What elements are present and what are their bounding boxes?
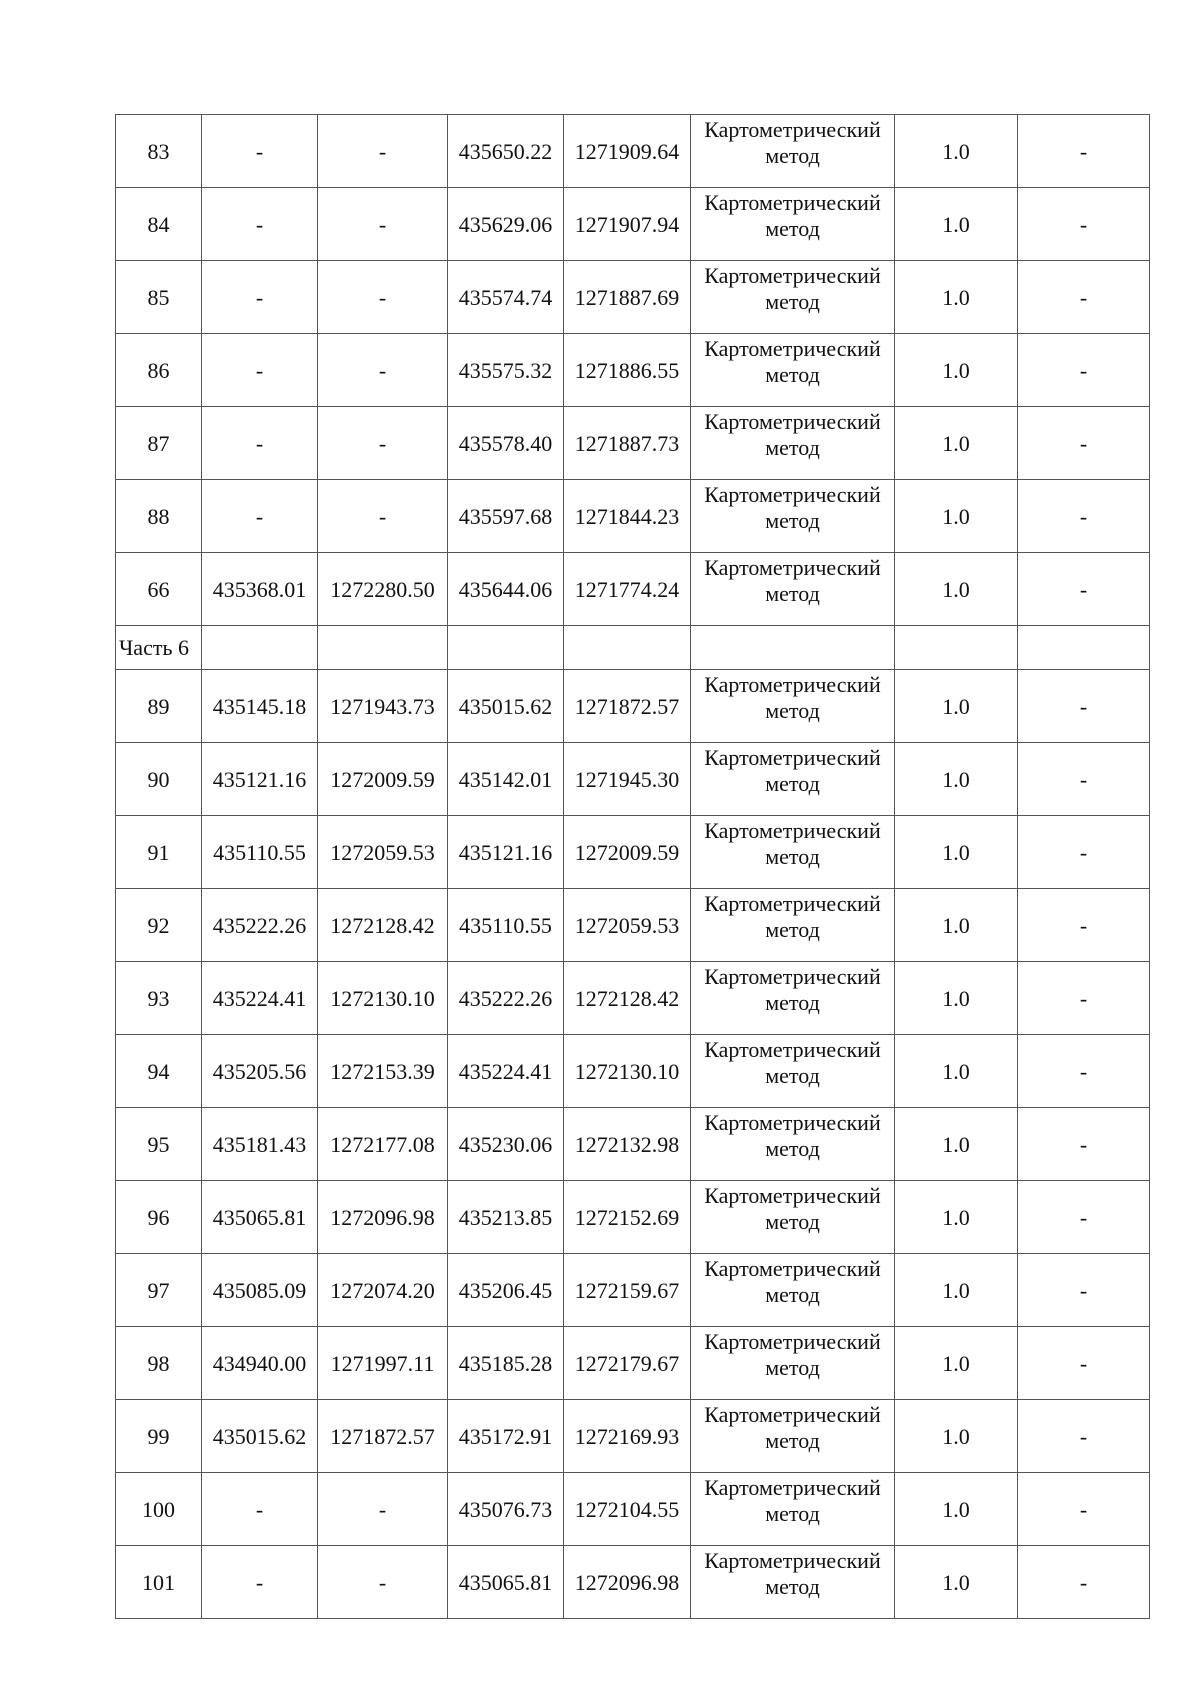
accuracy-cell: 1.0 (895, 1473, 1018, 1546)
method-cell: Картометрический метод (691, 334, 895, 407)
x-old-cell: 435110.55 (202, 816, 318, 889)
x-old-cell: - (202, 188, 318, 261)
method-cell: Картометрический метод (691, 1254, 895, 1327)
x-new-cell: 435629.06 (448, 188, 564, 261)
x-old-cell: 435065.81 (202, 1181, 318, 1254)
x-new-cell: 435224.41 (448, 1035, 564, 1108)
table-row (116, 962, 1150, 1035)
point-number-cell: 86 (116, 334, 202, 407)
table-row (116, 1035, 1150, 1108)
x-old-cell: - (202, 1473, 318, 1546)
method-cell: Картометрический метод (691, 480, 895, 553)
point-number-cell: 100 (116, 1473, 202, 1546)
note-cell: - (1018, 670, 1150, 743)
y-new-cell: 1271844.23 (564, 480, 691, 553)
note-cell: - (1018, 261, 1150, 334)
table-row (116, 188, 1150, 261)
table-row (116, 261, 1150, 334)
x-new-cell: 435110.55 (448, 889, 564, 962)
note-cell: - (1018, 816, 1150, 889)
x-old-cell: 435121.16 (202, 743, 318, 816)
empty-cell (202, 626, 318, 670)
method-cell: Картометрический метод (691, 188, 895, 261)
y-old-cell: 1272280.50 (318, 553, 448, 626)
x-new-cell: 435644.06 (448, 553, 564, 626)
accuracy-cell: 1.0 (895, 1546, 1018, 1619)
y-old-cell: - (318, 480, 448, 553)
y-new-cell: 1271774.24 (564, 553, 691, 626)
x-new-cell: 435015.62 (448, 670, 564, 743)
x-new-cell: 435597.68 (448, 480, 564, 553)
empty-cell (564, 626, 691, 670)
x-old-cell: - (202, 261, 318, 334)
y-old-cell: - (318, 261, 448, 334)
point-number-cell: 90 (116, 743, 202, 816)
note-cell: - (1018, 743, 1150, 816)
accuracy-cell: 1.0 (895, 1400, 1018, 1473)
table-row (116, 670, 1150, 743)
accuracy-cell: 1.0 (895, 261, 1018, 334)
y-old-cell: 1272074.20 (318, 1254, 448, 1327)
accuracy-cell: 1.0 (895, 334, 1018, 407)
section-label: Часть 6 (116, 626, 202, 670)
note-cell: - (1018, 115, 1150, 188)
y-old-cell: 1272153.39 (318, 1035, 448, 1108)
y-new-cell: 1272152.69 (564, 1181, 691, 1254)
accuracy-cell: 1.0 (895, 889, 1018, 962)
y-new-cell: 1271909.64 (564, 115, 691, 188)
y-new-cell: 1272009.59 (564, 816, 691, 889)
note-cell: - (1018, 1108, 1150, 1181)
point-number-cell: 98 (116, 1327, 202, 1400)
table-row (116, 1181, 1150, 1254)
y-old-cell: 1272130.10 (318, 962, 448, 1035)
method-cell: Картометрический метод (691, 1546, 895, 1619)
point-number-cell: 87 (116, 407, 202, 480)
method-cell: Картометрический метод (691, 553, 895, 626)
point-number-cell: 97 (116, 1254, 202, 1327)
accuracy-cell: 1.0 (895, 1035, 1018, 1108)
accuracy-cell: 1.0 (895, 1108, 1018, 1181)
accuracy-cell: 1.0 (895, 670, 1018, 743)
table-row (116, 816, 1150, 889)
note-cell: - (1018, 1473, 1150, 1546)
accuracy-cell: 1.0 (895, 1181, 1018, 1254)
x-old-cell: 435181.43 (202, 1108, 318, 1181)
x-new-cell: 435121.16 (448, 816, 564, 889)
point-number-cell: 94 (116, 1035, 202, 1108)
point-number-cell: 84 (116, 188, 202, 261)
y-old-cell: 1272059.53 (318, 816, 448, 889)
note-cell: - (1018, 962, 1150, 1035)
method-cell: Картометрический метод (691, 816, 895, 889)
accuracy-cell: 1.0 (895, 1254, 1018, 1327)
method-cell: Картометрический метод (691, 670, 895, 743)
coordinates-table (115, 114, 1150, 1619)
method-cell: Картометрический метод (691, 1181, 895, 1254)
y-old-cell: - (318, 115, 448, 188)
table-row (116, 115, 1150, 188)
y-new-cell: 1272059.53 (564, 889, 691, 962)
x-old-cell: - (202, 1546, 318, 1619)
y-new-cell: 1271945.30 (564, 743, 691, 816)
y-old-cell: - (318, 1473, 448, 1546)
accuracy-cell: 1.0 (895, 115, 1018, 188)
note-cell: - (1018, 480, 1150, 553)
note-cell: - (1018, 407, 1150, 480)
method-cell: Картометрический метод (691, 743, 895, 816)
section-header-row (116, 626, 1150, 670)
y-new-cell: 1271886.55 (564, 334, 691, 407)
point-number-cell: 96 (116, 1181, 202, 1254)
x-new-cell: 435650.22 (448, 115, 564, 188)
empty-cell (691, 626, 895, 670)
note-cell: - (1018, 553, 1150, 626)
y-old-cell: 1272128.42 (318, 889, 448, 962)
x-old-cell: 435222.26 (202, 889, 318, 962)
y-new-cell: 1271872.57 (564, 670, 691, 743)
accuracy-cell: 1.0 (895, 816, 1018, 889)
point-number-cell: 101 (116, 1546, 202, 1619)
point-number-cell: 89 (116, 670, 202, 743)
table-row (116, 1108, 1150, 1181)
y-new-cell: 1271907.94 (564, 188, 691, 261)
y-old-cell: - (318, 188, 448, 261)
x-old-cell: - (202, 115, 318, 188)
note-cell: - (1018, 889, 1150, 962)
y-new-cell: 1272130.10 (564, 1035, 691, 1108)
note-cell: - (1018, 1254, 1150, 1327)
x-new-cell: 435578.40 (448, 407, 564, 480)
table-row (116, 1546, 1150, 1619)
x-old-cell: 434940.00 (202, 1327, 318, 1400)
x-new-cell: 435076.73 (448, 1473, 564, 1546)
note-cell: - (1018, 1327, 1150, 1400)
note-cell: - (1018, 1181, 1150, 1254)
y-new-cell: 1271887.69 (564, 261, 691, 334)
method-cell: Картометрический метод (691, 1400, 895, 1473)
y-new-cell: 1272104.55 (564, 1473, 691, 1546)
y-new-cell: 1272132.98 (564, 1108, 691, 1181)
table-row (116, 407, 1150, 480)
x-old-cell: 435368.01 (202, 553, 318, 626)
note-cell: - (1018, 1400, 1150, 1473)
table-row (116, 889, 1150, 962)
x-new-cell: 435213.85 (448, 1181, 564, 1254)
method-cell: Картометрический метод (691, 261, 895, 334)
method-cell: Картометрический метод (691, 1035, 895, 1108)
note-cell: - (1018, 1035, 1150, 1108)
empty-cell (1018, 626, 1150, 670)
method-cell: Картометрический метод (691, 962, 895, 1035)
note-cell: - (1018, 188, 1150, 261)
method-cell: Картометрический метод (691, 889, 895, 962)
y-old-cell: 1272009.59 (318, 743, 448, 816)
table-row (116, 1327, 1150, 1400)
y-new-cell: 1272096.98 (564, 1546, 691, 1619)
x-old-cell: 435015.62 (202, 1400, 318, 1473)
x-new-cell: 435172.91 (448, 1400, 564, 1473)
table-row (116, 553, 1150, 626)
table-row (116, 1400, 1150, 1473)
x-old-cell: - (202, 334, 318, 407)
x-old-cell: 435085.09 (202, 1254, 318, 1327)
point-number-cell: 91 (116, 816, 202, 889)
note-cell: - (1018, 1546, 1150, 1619)
accuracy-cell: 1.0 (895, 962, 1018, 1035)
y-old-cell: 1272096.98 (318, 1181, 448, 1254)
accuracy-cell: 1.0 (895, 743, 1018, 816)
table-row (116, 743, 1150, 816)
x-new-cell: 435230.06 (448, 1108, 564, 1181)
x-new-cell: 435574.74 (448, 261, 564, 334)
point-number-cell: 95 (116, 1108, 202, 1181)
x-new-cell: 435222.26 (448, 962, 564, 1035)
point-number-cell: 92 (116, 889, 202, 962)
x-new-cell: 435142.01 (448, 743, 564, 816)
table-body (116, 115, 1150, 1619)
y-old-cell: 1271872.57 (318, 1400, 448, 1473)
x-old-cell: 435145.18 (202, 670, 318, 743)
x-new-cell: 435185.28 (448, 1327, 564, 1400)
empty-cell (895, 626, 1018, 670)
table-row (116, 334, 1150, 407)
x-old-cell: - (202, 480, 318, 553)
accuracy-cell: 1.0 (895, 188, 1018, 261)
method-cell: Картометрический метод (691, 407, 895, 480)
y-old-cell: - (318, 334, 448, 407)
table-row (116, 1473, 1150, 1546)
accuracy-cell: 1.0 (895, 407, 1018, 480)
method-cell: Картометрический метод (691, 115, 895, 188)
point-number-cell: 99 (116, 1400, 202, 1473)
point-number-cell: 83 (116, 115, 202, 188)
accuracy-cell: 1.0 (895, 480, 1018, 553)
x-old-cell: 435205.56 (202, 1035, 318, 1108)
method-cell: Картометрический метод (691, 1108, 895, 1181)
x-new-cell: 435206.45 (448, 1254, 564, 1327)
y-new-cell: 1272128.42 (564, 962, 691, 1035)
table-row (116, 480, 1150, 553)
point-number-cell: 66 (116, 553, 202, 626)
empty-cell (318, 626, 448, 670)
accuracy-cell: 1.0 (895, 1327, 1018, 1400)
x-new-cell: 435575.32 (448, 334, 564, 407)
y-new-cell: 1272179.67 (564, 1327, 691, 1400)
y-new-cell: 1271887.73 (564, 407, 691, 480)
y-new-cell: 1272169.93 (564, 1400, 691, 1473)
y-old-cell: 1272177.08 (318, 1108, 448, 1181)
x-new-cell: 435065.81 (448, 1546, 564, 1619)
method-cell: Картометрический метод (691, 1327, 895, 1400)
y-new-cell: 1272159.67 (564, 1254, 691, 1327)
x-old-cell: 435224.41 (202, 962, 318, 1035)
accuracy-cell: 1.0 (895, 553, 1018, 626)
method-cell: Картометрический метод (691, 1473, 895, 1546)
y-old-cell: - (318, 1546, 448, 1619)
y-old-cell: 1271943.73 (318, 670, 448, 743)
y-old-cell: - (318, 407, 448, 480)
note-cell: - (1018, 334, 1150, 407)
point-number-cell: 85 (116, 261, 202, 334)
table-row (116, 1254, 1150, 1327)
empty-cell (448, 626, 564, 670)
x-old-cell: - (202, 407, 318, 480)
point-number-cell: 88 (116, 480, 202, 553)
point-number-cell: 93 (116, 962, 202, 1035)
y-old-cell: 1271997.11 (318, 1327, 448, 1400)
